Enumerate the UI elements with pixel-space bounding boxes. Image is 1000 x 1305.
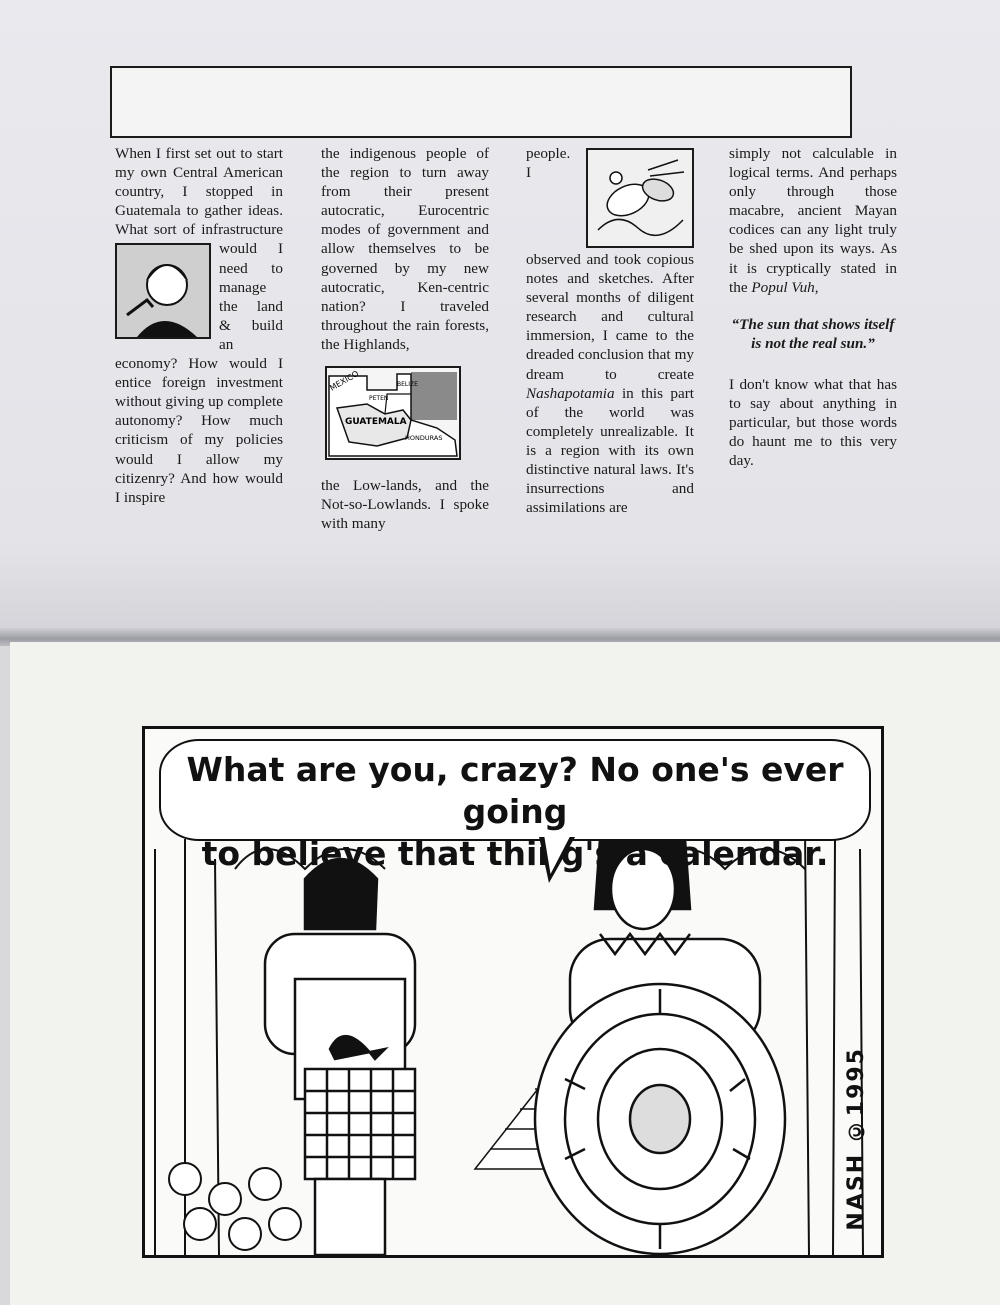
portrait-icon [117,245,209,337]
col1-lead [115,145,283,506]
popul-vuh-quote: “The sun that shows itself is not the real sun.” [731,315,895,352]
map-label-honduras: HONDURAS [405,434,443,443]
column-2-text-a: the indigenous people of the region to turn away from their present autocratic, Eurocentric modes of government and allow themselves to be governed by my new autocratic, Ken-centric nation? I traveled throughout the rain forests, the Highlands, [321,145,489,353]
author-portrait-illustration [115,243,211,339]
column-4-text-a [729,144,897,297]
artist-signature: NASH ©1995 [844,1047,869,1231]
comic-panel [142,726,884,1258]
column-4-text-b: I don't know what that has to say about anything in particular, but those words do haunt me to this very day. [729,375,897,470]
column-3-text [526,144,694,517]
speech-line-1: What are you, crazy? No one's ever going [186,750,844,831]
speech-balloon [159,739,871,873]
col3-text-b: in this part of the world was completely unrealizable. It is a region with its own distinctive natural laws. It's insurrections and assimilations are [526,384,694,517]
speech-line-2: to believe that thing's a calendar. [201,834,829,873]
column-2-text-b: the Low-lands, and the Not-so-Lowlands. I spoke with many [321,477,489,533]
col1-text-a: When I first set out to start my own Central American country, I stopped in Guatemala to gather ideas. What sort of infrastructure [115,145,283,239]
article-column-3 [526,144,694,517]
col4-text-a: simply not calculable in logical terms. And perhaps only through those macabre, ancient Mayan codices can any light truly be shed upon its ways. As it is cryptically stated in the [729,145,897,296]
col4-text-a-end: , [814,278,819,296]
article-column-2 [321,144,489,533]
col1-text-b: would I need to manage the land & build an economy? How would I entice foreign investment without giving up complete autonomy? How much criticism of my policies would I allow my citizenry? And how would I inspire [115,240,283,506]
map-icon [327,368,459,458]
map-label-peten: PETEN [369,395,389,403]
article-column-1 [115,144,283,507]
map-label-guatemala: GUATEMALA [345,417,407,428]
sketch-icon [588,150,692,246]
guatemala-map-illustration [325,366,461,460]
article-column-4 [729,144,897,470]
column-1-text [115,144,283,507]
upper-page [0,0,1000,640]
col3-nashapotamia: Nashapotamia [526,384,615,402]
mayan-glyph-frieze [110,66,852,138]
col3-text-a: people. I observed and took copious notes and sketches. After several months of diligent research and cultural immersion, I came to the dreaded conclusion that my dream to create [526,145,694,383]
map-label-mexico: MEXICO [328,369,361,393]
col4-popul-vuh: Popul Vuh [751,278,815,296]
map-label-belize: BELIZE [397,381,418,389]
field-sketch-illustration [586,148,694,248]
